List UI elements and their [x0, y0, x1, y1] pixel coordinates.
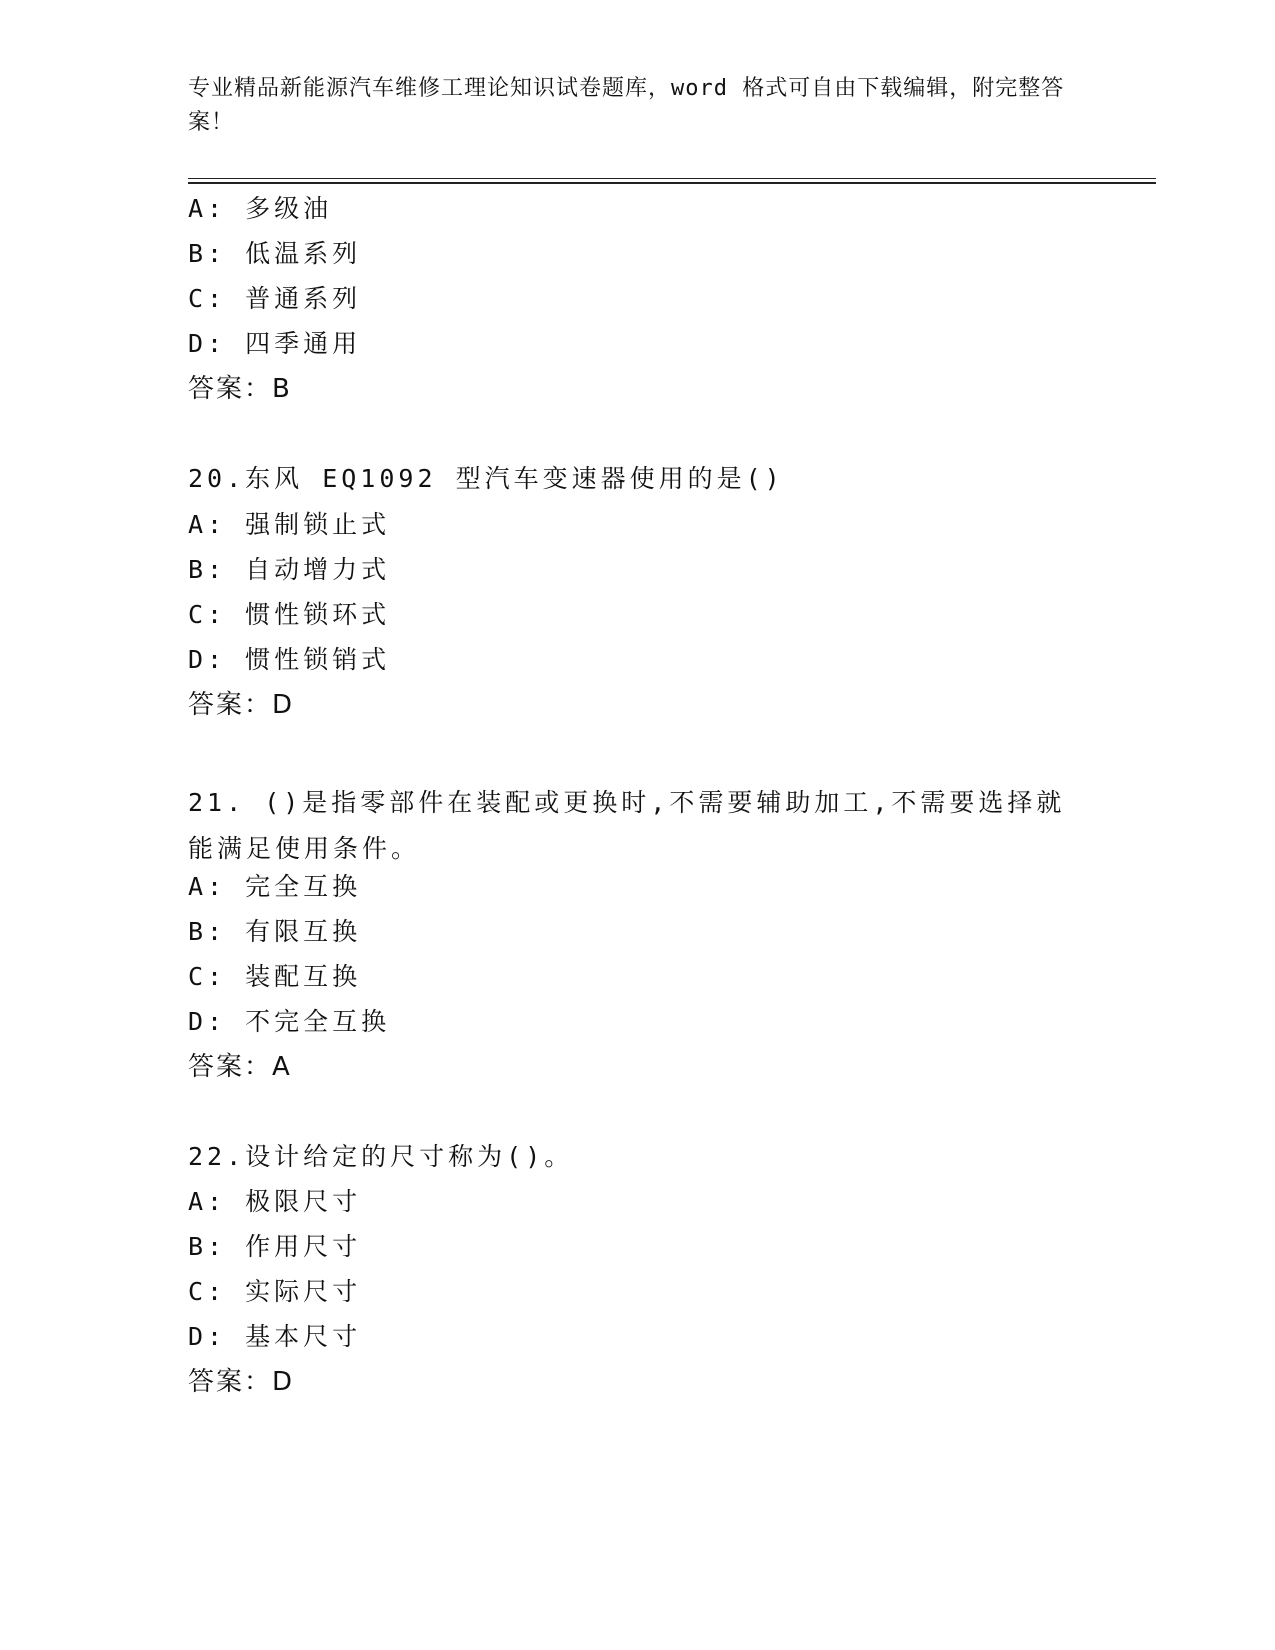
option-line: A: 极限尺寸	[188, 1187, 362, 1216]
question-text: 21. ()是指零部件在装配或更换时,不需要辅助加工,不需要选择就能满足使用条件。	[188, 788, 1066, 863]
option-line: A: 多级油	[188, 194, 333, 223]
option-line: A: 完全互换	[188, 872, 362, 901]
option-line: D: 四季通用	[188, 329, 362, 358]
option-line: D: 不完全互换	[188, 1007, 391, 1036]
option-line: A: 强制锁止式	[188, 510, 391, 539]
question-text: 22.设计给定的尺寸称为()。	[188, 1142, 574, 1171]
option-line: C: 普通系列	[188, 284, 362, 313]
option-line: D: 惯性锁销式	[188, 645, 391, 674]
document-header: 专业精品新能源汽车维修工理论知识试卷题库，word 格式可自由下载编辑，附完整答案！	[188, 76, 1065, 135]
answer-line: 答案：A	[188, 1052, 292, 1082]
option-line: B: 低温系列	[188, 239, 362, 268]
option-line: B: 有限互换	[188, 917, 362, 946]
option-line: B: 自动增力式	[188, 555, 391, 584]
option-line: C: 装配互换	[188, 962, 362, 991]
answer-line: 答案：B	[188, 374, 292, 404]
question-text: 20.东风 EQ1092 型汽车变速器使用的是()	[188, 464, 784, 493]
option-line: B: 作用尺寸	[188, 1232, 362, 1261]
answer-line: 答案：D	[188, 1367, 295, 1397]
option-line: C: 惯性锁环式	[188, 600, 391, 629]
option-line: C: 实际尺寸	[188, 1277, 362, 1306]
answer-line: 答案：D	[188, 690, 295, 720]
header-divider-thick	[188, 182, 1156, 184]
header-divider-thin	[188, 178, 1156, 179]
option-line: D: 基本尺寸	[188, 1322, 362, 1351]
